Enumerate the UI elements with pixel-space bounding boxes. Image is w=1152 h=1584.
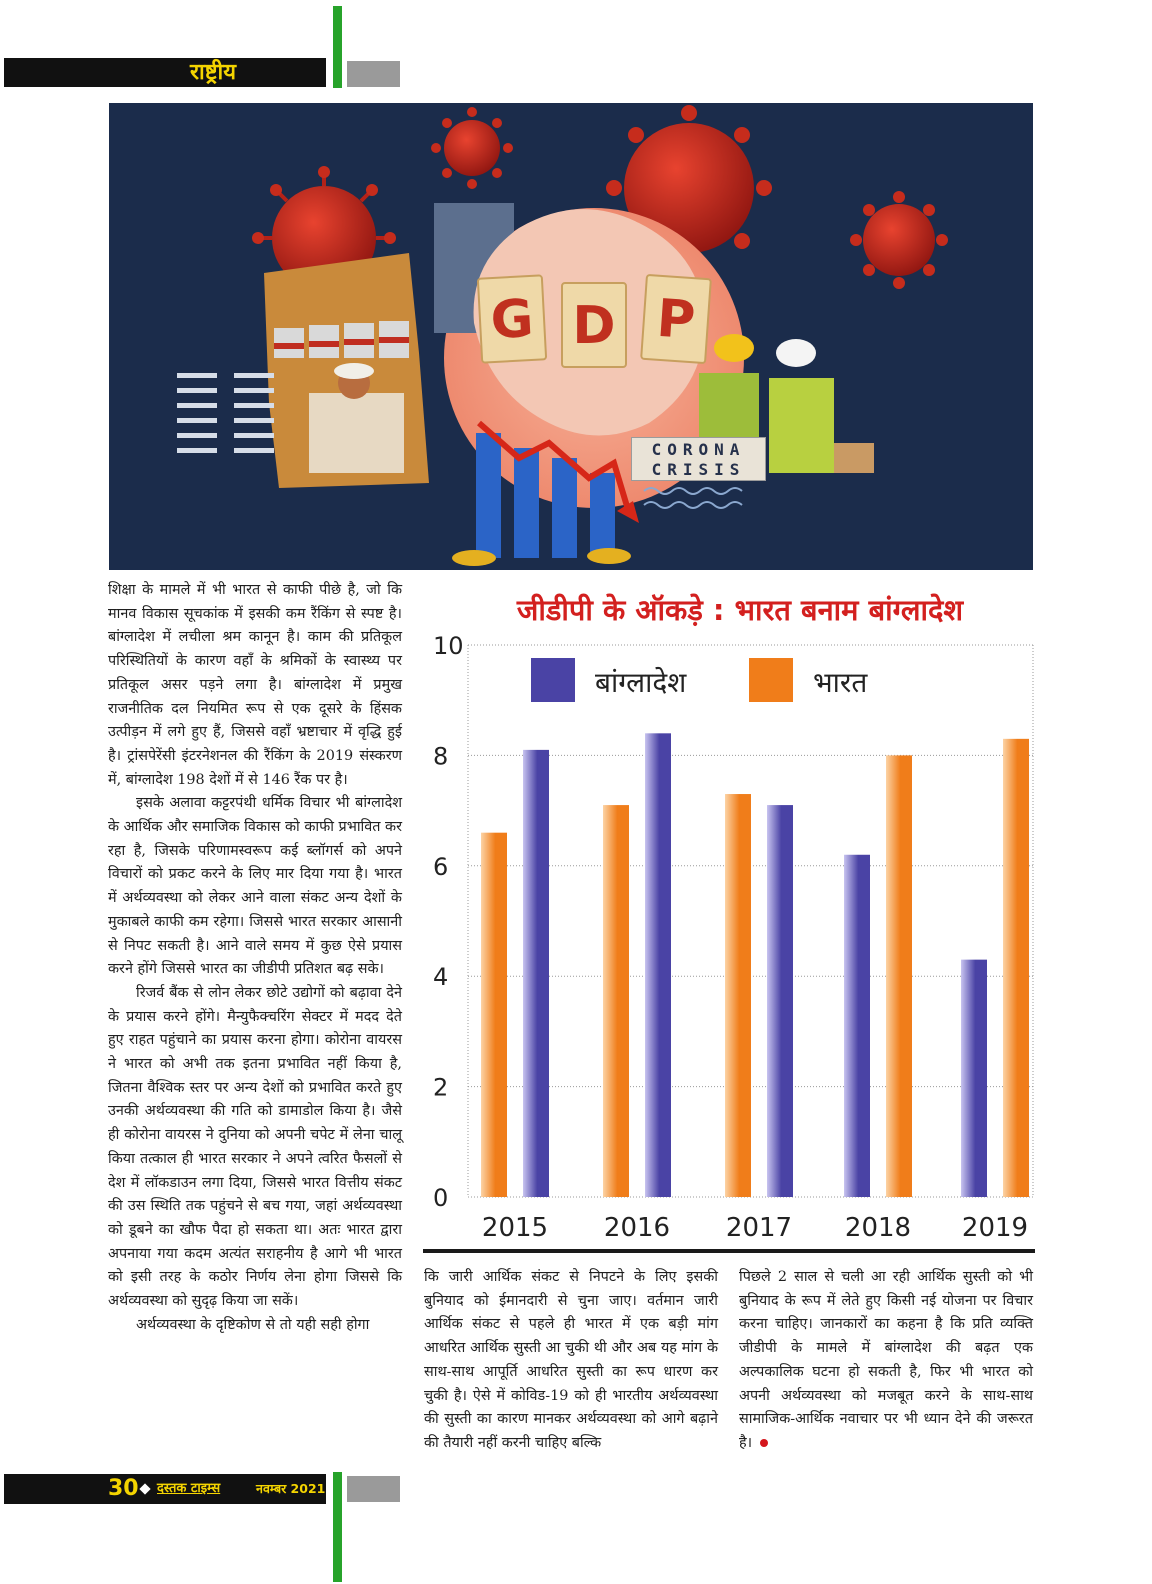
bar-india-2017: [725, 794, 751, 1197]
bar-bangladesh-2018: [844, 855, 870, 1197]
y-tick-label: 8: [433, 742, 449, 771]
bar-india-2019: [1003, 739, 1029, 1197]
bar-bangladesh-2016: [645, 733, 671, 1197]
issue-date: नवम्बर 2021: [256, 1481, 326, 1496]
x-tick-label: 2015: [481, 1213, 549, 1243]
gdp-tiles: [479, 276, 719, 372]
article-left-column: [108, 579, 402, 1338]
section-label: राष्ट्रीय: [190, 60, 237, 85]
chart-legend: [531, 658, 868, 702]
x-axis-ticks: [482, 1213, 1028, 1243]
article-middle-column: [424, 1266, 718, 1456]
hero-illustration: [109, 103, 1033, 570]
x-tick-label: 2019: [961, 1213, 1029, 1243]
header-grey-block: [347, 61, 400, 87]
legend-label: बांग्लादेश: [595, 666, 687, 699]
paragraph-text: पिछले 2 साल से चली आ रही आर्थिक सुस्ती को भी बुनियाद के रूप में लेते हुए किसी नई योजना पर विचार करना चाहिए। जानकारों का कहना है कि प्रति व्यक्ति जीडीपी के मामले में बांग्लादेश की बढ़त एक अल्पकालिक घटना हो सकती है, फिर भी भारत को अपनी अर्थव्यवस्था को मजबूत करने के साथ-साथ सामाजिक-आर्थिक नवाचार पर भी ध्यान देने की जरूरत है।: [739, 1269, 1033, 1451]
y-tick-label: 4: [433, 963, 449, 992]
legend-swatch: [749, 658, 793, 702]
magazine-name: दस्तक टाइम्स: [157, 1481, 221, 1496]
virus-icon: [431, 107, 513, 189]
crisis-text: CRISIS: [651, 460, 746, 479]
paragraph: रिजर्व बैंक से लोन लेकर छोटे उद्योगों को बढ़ावा देने के प्रयास करने होंगे। मैन्युफैक्चरिंग सेक्टर में मदद देते हुए राहत पहुंचाने का प्रयास करना होगा। कोरोना वायरस ने भारत को अभी तक इतना प्रभावित नहीं किया है, जितना वैश्विक स्तर पर अन्य देशों को प्रभावित करते हुए उनकी अर्थव्यवस्था की गति को डामाडोल किया है। जैसे ही कोरोना वायरस ने दुनिया को अपनी चपेट में लेना चालू किया तत्काल ही भारत सरकार ने अपने त्वरित फैसलों से देश में लॉकडाउन लगा दिया, जिससे भारत वित्तीय संकट की उस स्थिति तक पहुंचने से बच गया, जहां अर्थव्यवस्था को डूबने का खौफ पैदा हो सकता था। अतः भारत द्वारा अपनाया गया कदम अत्यंत सराहनीय है आगे भी भारत को इसी तरह के कठोर निर्णय लेना होगा जिससे कि अर्थव्यवस्था को सुदृढ़ किया जा सकें।: [108, 984, 402, 1310]
legend-label: भारत: [813, 666, 868, 699]
footer-grey-block: [347, 1476, 400, 1502]
chart-bottom-rule: [423, 1249, 1035, 1253]
paragraph: [739, 1266, 1033, 1456]
y-tick-label: 6: [433, 852, 449, 881]
y-axis-ticks: [433, 632, 464, 1212]
bar-bangladesh-2015: [523, 750, 549, 1197]
paragraph: अर्थव्यवस्था के दृष्टिकोण से तो यही सही होगा: [136, 1316, 370, 1333]
x-tick-label: 2017: [725, 1213, 793, 1243]
corona-text: CORONA: [651, 440, 746, 459]
article-right-column: [739, 1266, 1033, 1456]
gdp-tile-d: D: [561, 282, 627, 368]
y-tick-label: 0: [433, 1184, 449, 1212]
coin-stacks: [452, 548, 631, 566]
wave-lines: [644, 488, 742, 508]
gdp-tile-p: P: [640, 274, 712, 364]
x-tick-label: 2018: [844, 1213, 912, 1243]
paragraph: इसके अलावा कट्टरपंथी धर्मिक विचार भी बांग्लादेश के आर्थिक और समाजिक विकास को काफी प्रभावित कर रहा है, जिसके परिणामस्वरूप कई ब्लॉगर्स को अपने विचारों को प्रकट करने के लिए मार दिया गया है। भारत में अर्थव्यवस्था को लेकर आने वाला संकट अन्य देशों के मुकाबले काफी कम रहेगा। जिससे भारत सरकार आसानी से निपट सकती है। आने वाले समय में कुछ ऐसे प्रयास करने होंगे जिससे भारत का जीडीपी प्रतिशत बढ़ सके।: [108, 795, 402, 978]
legend-swatch: [531, 658, 575, 702]
y-tick-label: 2: [433, 1073, 449, 1102]
header-bar: [4, 58, 326, 87]
bar-bangladesh-2017: [767, 805, 793, 1197]
paragraph: कि जारी आर्थिक संकट से निपटने के लिए इसकी बुनियाद को ईमानदारी से चुना जाए। वर्तमान जारी आर्थिक संकट से पहले ही भारत में एक बड़ी मांग आधरित आर्थिक सुस्ती आ चुकी थी और अब यह मांग के साथ-साथ आपूर्ति आधरित सुस्ती का रूप धारण कर चुकी है। ऐसे में कोविड-19 को ही भारतीय अर्थव्यवस्था की सुस्ती का कारण मानकर अर्थव्यवस्था को आगे बढ़ाने की तैयारी नहीं करनी चाहिए बल्कि: [424, 1269, 718, 1451]
chart-title: जीडीपी के ऑकड़े : भारत बनाम बांग्लादेश: [516, 593, 964, 627]
footer-green-rule: [333, 1472, 342, 1582]
virus-icon: [850, 191, 948, 289]
bar-india-2015: [481, 833, 507, 1197]
x-tick-label: 2016: [603, 1213, 671, 1243]
gdp-tile-g: G: [477, 274, 547, 363]
header-green-rule: [333, 6, 342, 88]
bar-india-2016: [603, 805, 629, 1197]
page-number: 30: [108, 1476, 139, 1501]
paragraph: शिक्षा के मामले में भी भारत से काफी पीछे है, जो कि मानव विकास सूचकांक में इसकी कम रैंकिंग से स्पष्ट है। बांग्लादेश में लचीला श्रम कानून है। काम की प्रतिकूल परिस्थितियों के कारण वहाँ के श्रमिकों के स्वास्थ्य पर प्रतिकूल असर पड़ने लगा है। बांग्लादेश में प्रमुख राजनीतिक दल नियमित रूप से एक दूसरे के हिंसक उत्पीड़न में लगे हुए हैं, जिससे वहाँ भ्रष्टाचार में वृद्धि हुई है। ट्रांसपेरेंसी इंटरनेशनल की रैंकिंग के 2019 संस्करण में, बांग्लादेश 198 देशों में से 146 रैंक पर है।: [108, 582, 402, 788]
decor-stripes: [177, 373, 274, 453]
y-tick-label: 10: [433, 632, 464, 660]
chart-bars: [481, 733, 1029, 1197]
bar-india-2018: [886, 755, 912, 1197]
gdp-bar-chart: [423, 630, 1035, 1245]
corona-crisis-sign: [631, 437, 766, 481]
bar-bangladesh-2019: [961, 960, 987, 1197]
end-mark-icon: [760, 1439, 768, 1447]
